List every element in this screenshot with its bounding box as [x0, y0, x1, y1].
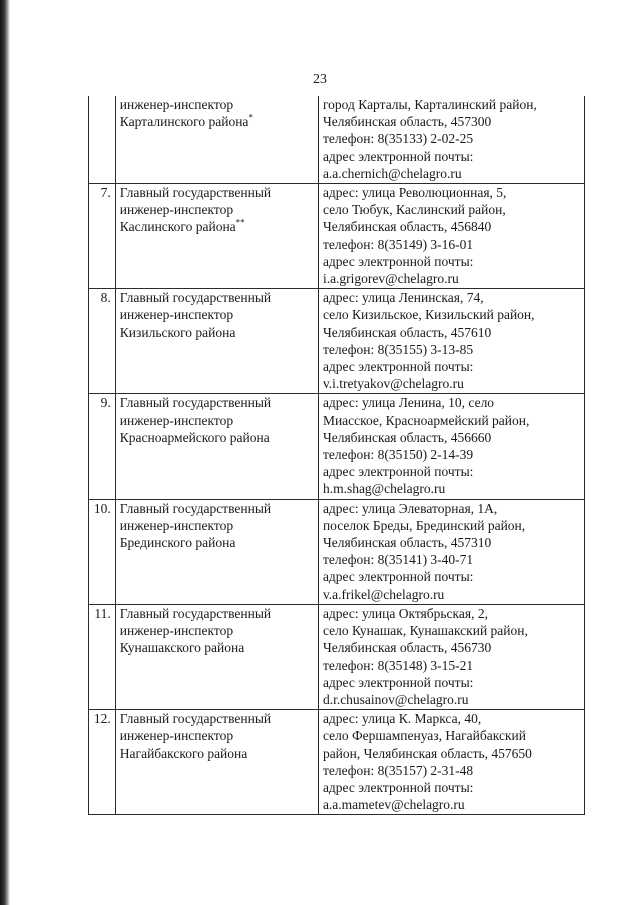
position-cell [115, 394, 318, 499]
address-cell [318, 394, 584, 499]
address-line: село Тюбук, Каслинский район, [322, 202, 506, 218]
address-cell [318, 604, 584, 709]
position-line [120, 394, 314, 411]
address-line: село Кунашак, Кунашакский район, [322, 623, 528, 639]
address-line: адрес электронной почты: [322, 359, 474, 375]
position-line [120, 500, 314, 517]
table-row [89, 184, 585, 289]
row-number: 10. [89, 499, 116, 604]
position-text: Главный государственный [119, 711, 272, 727]
table-row [89, 710, 585, 815]
address-cell [318, 184, 584, 289]
position-text: инженер-инспектор [119, 412, 234, 428]
address-line: адрес: улица Ленинская, 74, [322, 290, 484, 306]
address-line: город Карталы, Карталинский район, [322, 97, 537, 112]
address-line: телефон: 8(35148) 3-15-21 [322, 657, 474, 673]
position-line [120, 534, 314, 551]
email-address: a.a.mametev@chelagro.ru [322, 797, 465, 813]
address-line: телефон: 8(35133) 2-02-25 [322, 131, 474, 147]
address-line: Челябинская область, 456840 [322, 219, 492, 235]
address-line: телефон: 8(35157) 2-31-48 [322, 762, 474, 778]
email-address: v.a.frikel@chelagro.ru [322, 586, 445, 602]
position-line [120, 622, 314, 639]
position-text: Каслинского района [119, 219, 236, 235]
position-text: Главный государственный [119, 605, 272, 621]
position-text: Кунашакского района [119, 640, 245, 656]
address-line: адрес: улица К. Маркса, 40, [322, 711, 482, 727]
table-row [89, 96, 585, 184]
position-text: инженер-инспектор [119, 728, 234, 744]
inspectors-table [88, 96, 585, 815]
footnote-mark: * [248, 112, 253, 123]
position-line [120, 289, 314, 306]
address-line: адрес: улица Октябрьская, 2, [322, 605, 488, 621]
position-line [120, 429, 314, 446]
position-text: инженер-инспектор [119, 202, 234, 218]
position-cell [115, 184, 318, 289]
position-text: Главный государственный [119, 500, 272, 516]
row-number: 8. [89, 289, 116, 394]
scan-edge-shadow [0, 0, 10, 905]
table-row [89, 499, 585, 604]
address-line: адрес: улица Ленина, 10, село [322, 395, 495, 411]
address-line: Челябинская область, 457610 [322, 324, 492, 340]
position-text: инженер-инспектор [119, 623, 234, 639]
address-line: адрес электронной почты: [322, 569, 474, 585]
position-line [120, 306, 314, 323]
row-number: 11. [89, 604, 116, 709]
position-text: инженер-инспектор [119, 517, 234, 533]
position-line [120, 218, 314, 235]
position-line [120, 710, 314, 727]
address-cell [318, 289, 584, 394]
row-number: 7. [89, 184, 116, 289]
address-line: село Кизильское, Кизильский район, [322, 307, 535, 323]
address-line: адрес электронной почты: [322, 253, 474, 269]
position-cell [115, 499, 318, 604]
position-cell [115, 604, 318, 709]
address-cell [318, 710, 584, 815]
position-text: инженер-инспектор [119, 307, 234, 323]
address-line: Миасское, Красноармейский район, [322, 412, 530, 428]
position-text: Красноармейского района [119, 429, 270, 445]
address-line: адрес электронной почты: [322, 779, 474, 795]
position-line [120, 727, 314, 744]
position-text: Кизильского района [119, 324, 236, 340]
position-line [120, 745, 314, 762]
address-line: район, Челябинская область, 457650 [322, 745, 532, 761]
position-text: Карталинского района [119, 114, 249, 130]
email-address: a.a.chernich@chelagro.ru [322, 165, 462, 181]
address-cell [318, 96, 584, 184]
address-line: Челябинская область, 457300 [322, 114, 492, 130]
position-text: Нагайбакского района [119, 745, 248, 761]
position-text: инженер-инспектор [119, 97, 234, 112]
position-line [120, 201, 314, 218]
address-line: телефон: 8(35150) 2-14-39 [322, 447, 474, 463]
position-line [120, 605, 314, 622]
email-address: i.a.grigorev@chelagro.ru [322, 271, 459, 287]
address-line: адрес: улица Революционная, 5, [322, 185, 507, 201]
address-line: телефон: 8(35155) 3-13-85 [322, 341, 474, 357]
table-row [89, 289, 585, 394]
position-text: Брединского района [119, 535, 236, 551]
address-line: телефон: 8(35141) 3-40-71 [322, 552, 474, 568]
email-address: v.i.tretyakov@chelagro.ru [322, 376, 464, 392]
row-number [89, 96, 116, 184]
position-text: Главный государственный [119, 290, 272, 306]
page-number: 23 [313, 72, 327, 87]
position-text: Главный государственный [119, 395, 272, 411]
address-line: Челябинская область, 456730 [322, 640, 492, 656]
address-line: адрес электронной почты: [322, 674, 474, 690]
position-line [120, 517, 314, 534]
footnote-mark: ** [235, 217, 245, 228]
email-address: h.m.shag@chelagro.ru [322, 481, 446, 497]
position-line [120, 324, 314, 341]
address-line: телефон: 8(35149) 3-16-01 [322, 236, 474, 252]
row-number: 9. [89, 394, 116, 499]
address-line: адрес электронной почты: [322, 464, 474, 480]
address-line: Челябинская область, 456660 [322, 429, 492, 445]
position-line [120, 412, 314, 429]
address-line: адрес: улица Элеваторная, 1А, [322, 500, 498, 516]
row-number: 12. [89, 710, 116, 815]
address-line: Челябинская область, 457310 [322, 535, 492, 551]
table-row [89, 604, 585, 709]
position-line [120, 639, 314, 656]
position-cell [115, 289, 318, 394]
position-line [120, 113, 314, 130]
address-line: село Фершампенуаз, Нагайбакский [322, 728, 526, 744]
address-cell [318, 499, 584, 604]
email-address: d.r.chusainov@chelagro.ru [322, 691, 469, 707]
table-row [89, 394, 585, 499]
position-cell [115, 710, 318, 815]
position-text: Главный государственный [119, 185, 272, 201]
address-line: поселок Бреды, Брединский район, [322, 517, 526, 533]
position-cell [115, 96, 318, 184]
position-line [120, 96, 314, 113]
address-line: адрес электронной почты: [322, 148, 474, 164]
position-line [120, 184, 314, 201]
